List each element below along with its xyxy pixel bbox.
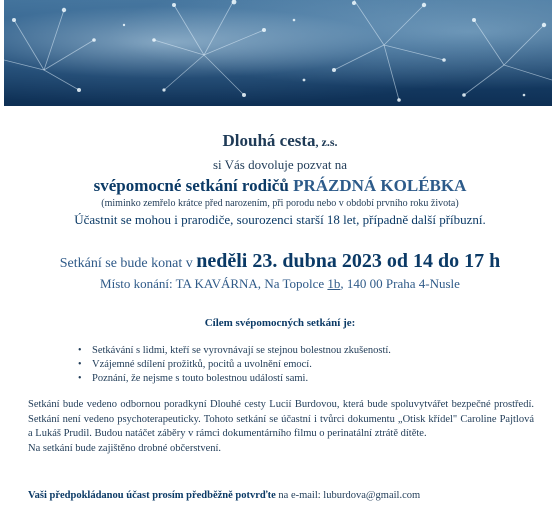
goal-text: Vzájemné sdílení prožitků, pocitů a uvolnění emocí. [92, 359, 312, 370]
list-item [78, 358, 518, 372]
location-label: Místo konání: [100, 276, 173, 291]
list-item [78, 344, 518, 358]
header-banner-image [4, 0, 552, 106]
rsvp-footer [28, 490, 548, 501]
dandelion-droplets-illustration [4, 0, 552, 106]
event-location [0, 276, 560, 292]
bullet-icon: • [78, 359, 82, 370]
event-date-line [0, 250, 560, 273]
location-street-number: 1b [327, 276, 341, 291]
goal-text: Poznání, že nejsme s touto bolestnou událostí sami. [92, 373, 309, 384]
event-title [0, 176, 560, 196]
event-date-time: neděli 23. dubna 2023 od 14 do 17 h [196, 250, 501, 272]
details-paragraph: Setkání bude vedeno odbornou poradkyní Dlouhé cesty Lucií Burdovou, která bude spoluvytvářet bezpečné prostředí. Setkání není vedeno psychoterapeuticky. Tohoto setkání se účastní i tvůrci dokumentu „Otisk křídel" Caroline Pajtlová a Lukáš Prudil. Budou natáčet záběry v rámci dokumentárního filmu o perinatální ztrátě dítěte. [28, 399, 534, 439]
participants-note: Účastnit se mohou i prarodiče, sourozenci starší 18 let, případně další příbuzní. [74, 212, 486, 227]
refreshments-note: Na setkání bude zajištěno drobné občerstvení. [28, 442, 222, 454]
event-subtitle: (miminko zemřelo krátce před narozením, při porodu nebo v období prvního roku života) [101, 198, 459, 209]
location-city: , 140 00 Praha 4-Nusle [340, 276, 460, 291]
location-name: TA KAVÁRNA, [175, 276, 262, 291]
event-title-main: svépomocné setkání rodičů [93, 176, 289, 195]
event-title-name: PRÁZDNÁ KOLÉBKA [293, 176, 467, 195]
goal-text: Setkávání s lidmi, kteří se vyrovnávají se stejnou bolestnou zkušeností. [92, 345, 391, 356]
details-section [28, 398, 534, 456]
invitation-text: si Vás dovoluje pozvat na [212, 157, 348, 172]
org-name-text: Dlouhá cesta [222, 131, 316, 150]
location-street: Na Topolce [264, 276, 325, 291]
rsvp-email: na e-mail: luburdova@gmail.com [275, 490, 421, 501]
bullet-icon: • [78, 345, 82, 356]
org-legal-suffix: , z.s. [315, 135, 338, 149]
goals-list [78, 344, 518, 386]
bullet-icon: • [78, 373, 82, 384]
organization-name [0, 131, 560, 151]
list-item [78, 372, 518, 386]
rsvp-request: Vaši předpokládanou účast prosím předběžně potvrďte [28, 490, 276, 501]
date-intro: Setkání se bude konat v [59, 256, 193, 271]
goals-heading: Cílem svépomocných setkání je: [204, 317, 356, 329]
